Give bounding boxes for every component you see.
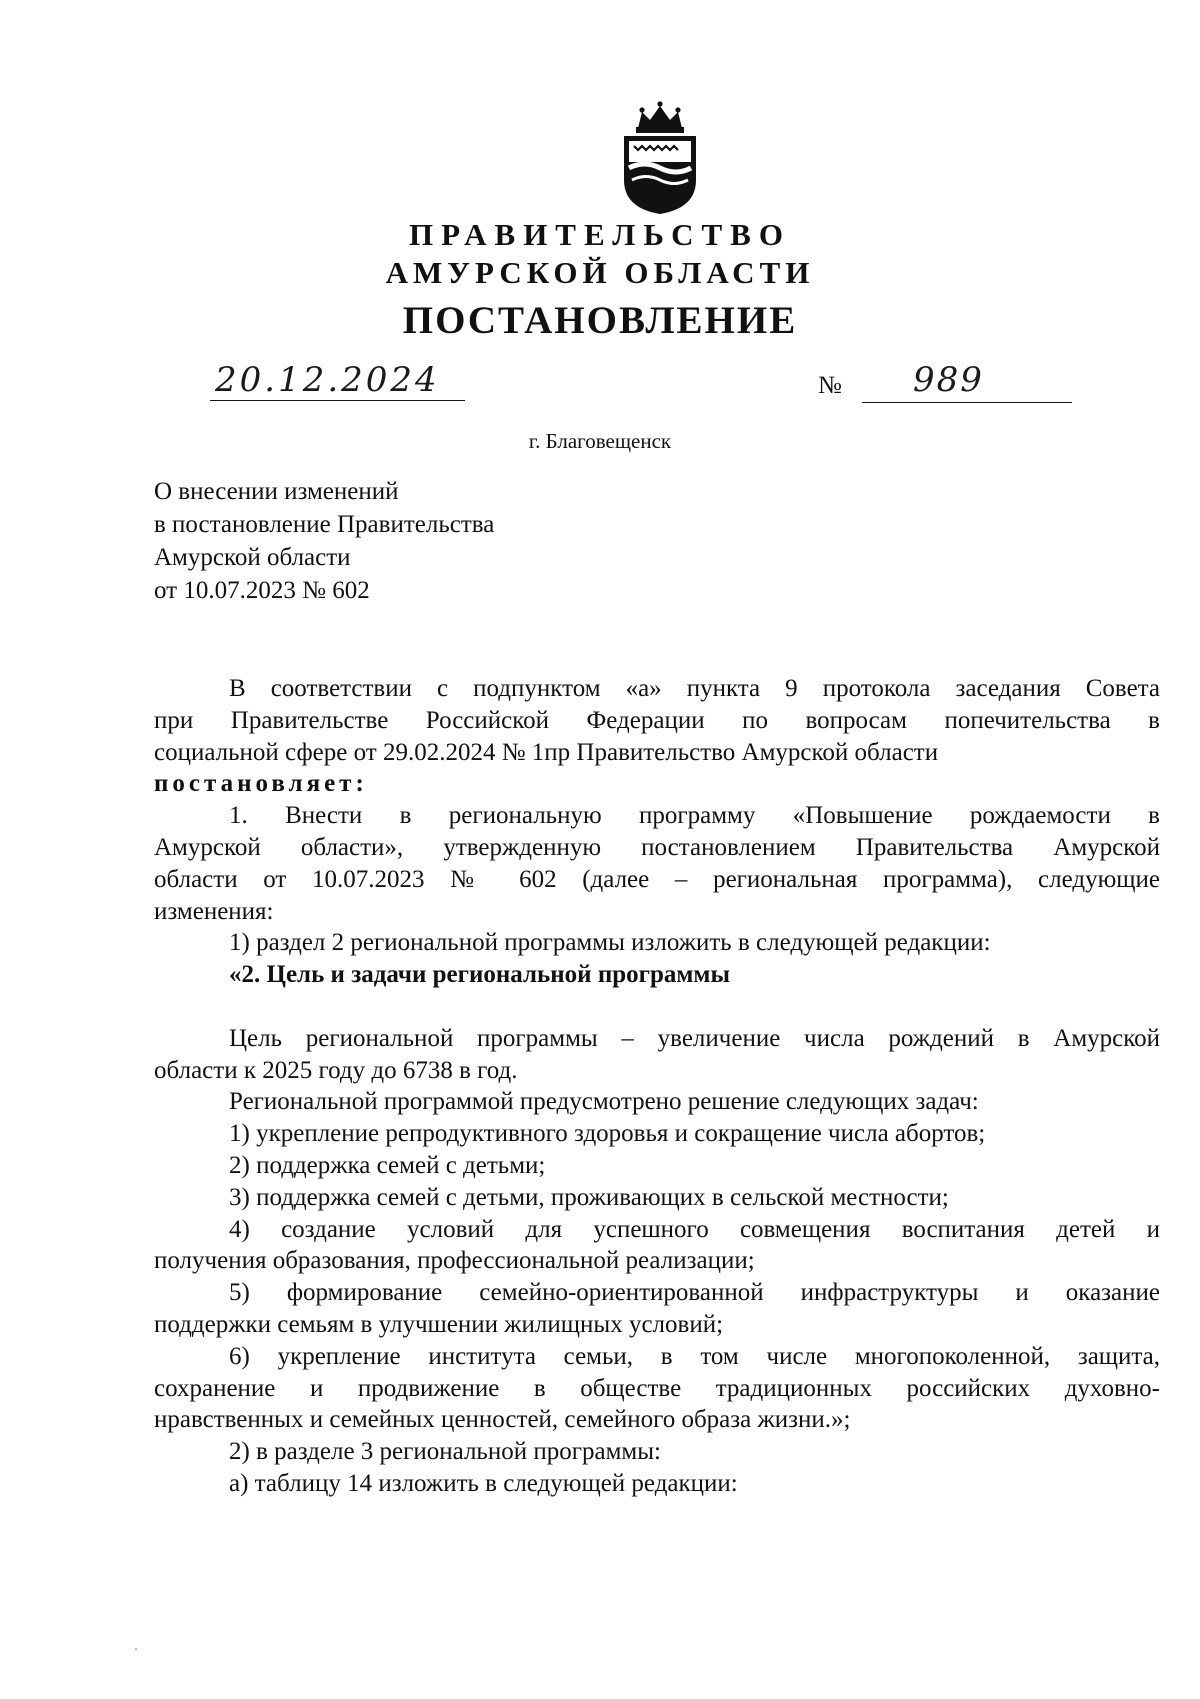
- title-line: О внесении изменений: [154, 478, 399, 505]
- title-line: от 10.07.2023 № 602: [154, 577, 370, 604]
- document-body: [154, 673, 1160, 1500]
- document-title: [154, 475, 494, 607]
- task-item-cont: нравственных и семейных ценностей, семейного образа жизни.»;: [154, 1406, 851, 1434]
- body-line: Региональной программой предусмотрено решение следующих задач:: [229, 1088, 979, 1116]
- task-item: 5) формирование семейно-ориентированной инфраструктуры и оказание: [229, 1279, 1160, 1307]
- task-item: 2) поддержка семей с детьми;: [229, 1151, 546, 1179]
- task-item: 1) укрепление репродуктивного здоровья и сокращение числа абортов;: [229, 1120, 986, 1148]
- document-date: 20.12.2024: [215, 360, 440, 400]
- city-name: г. Благовещенск: [528, 429, 672, 453]
- task-item-cont: поддержки семьям в улучшении жилищных условий;: [154, 1310, 724, 1338]
- title-line: в постановление Правительства: [154, 511, 495, 538]
- org-name-line2: АМУРСКОЙ ОБЛАСТИ: [385, 255, 815, 290]
- body-line: 1) раздел 2 региональной программы изложить в следующей редакции:: [229, 929, 991, 957]
- task-item: 4) создание условий для успешного совмещения воспитания детей и: [229, 1215, 1160, 1243]
- blank-line: [154, 991, 1160, 1023]
- scan-speck: [135, 1648, 137, 1650]
- body-line: 1. Внести в региональную программу «Повышение рождаемости в: [229, 802, 1160, 830]
- section-heading: «2. Цель и задачи региональной программы: [229, 961, 730, 989]
- decree-word: постановляет:: [154, 770, 368, 798]
- coat-of-arms-icon: [612, 100, 708, 216]
- body-line: области к 2025 году до 6738 в год.: [154, 1056, 518, 1084]
- org-name-line1: ПРАВИТЕЛЬСТВО: [409, 217, 791, 252]
- document-number: 989: [913, 360, 984, 400]
- body-line: области от 10.07.2023 № 602 (далее – региональная программа), следующие: [154, 865, 1160, 893]
- body-line: 2) в разделе 3 региональной программы:: [229, 1438, 661, 1466]
- body-line: изменения:: [154, 897, 274, 925]
- body-line: при Правительстве Российской Федерации по вопросам попечительства в: [154, 706, 1160, 734]
- body-line: Амурской области», утвержденную постановлением Правительства Амурской: [154, 833, 1160, 861]
- task-item: 3) поддержка семей с детьми, проживающих в сельской местности;: [229, 1183, 949, 1211]
- task-item-cont: получения образования, профессиональной реализации;: [154, 1247, 755, 1275]
- body-line: Цель региональной программы – увеличение числа рождений в Амурской: [229, 1024, 1160, 1052]
- date-underline: [210, 400, 465, 401]
- task-item: 6) укрепление института семьи, в том числе многопоколенной, защита,: [229, 1342, 1160, 1370]
- body-line: социальной сфере от 29.02.2024 № 1пр Правительство Амурской области: [154, 738, 939, 766]
- body-line: В соответствии с подпунктом «а» пункта 9 протокола заседания Совета: [229, 675, 1160, 702]
- document-type: ПОСТАНОВЛЕНИЕ: [402, 299, 798, 342]
- number-underline: [862, 402, 1072, 403]
- task-item-cont: сохранение и продвижение в обществе традиционных российских духовно-: [154, 1374, 1160, 1402]
- title-line: Амурской области: [154, 544, 351, 571]
- body-line: а) таблицу 14 изложить в следующей редакции:: [229, 1469, 738, 1497]
- number-sign: №: [818, 372, 842, 399]
